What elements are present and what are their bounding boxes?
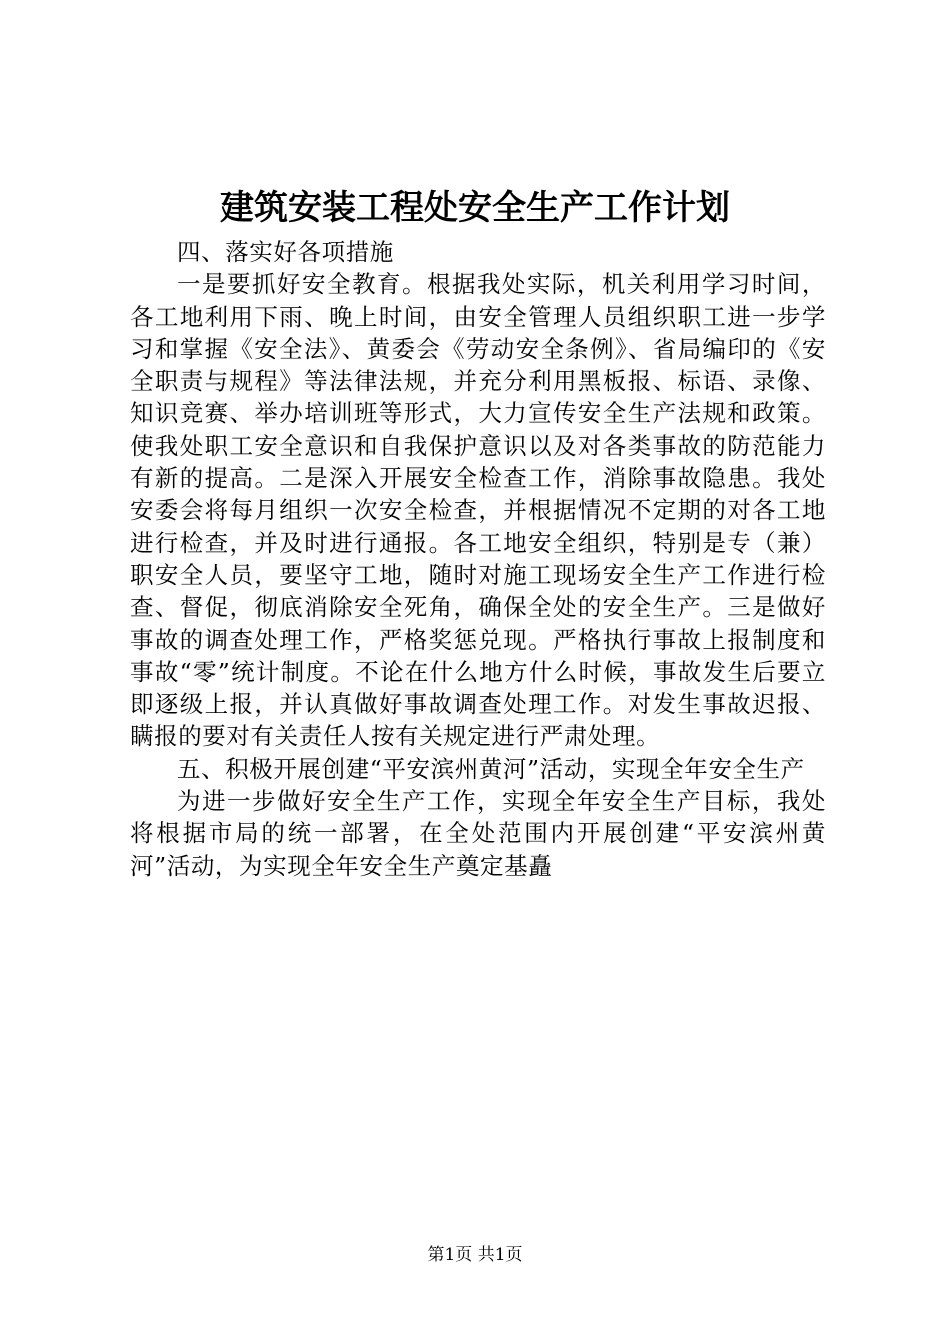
paragraph-measures: 一是要抓好安全教育。根据我处实际，机关利用学习时间，各工地利用下雨、晚上时间，由安全管理人员组织职工进一步学习和掌握《安全法》、黄委会《劳动安全条例》、省局编印的《安全职责与规程》等法律法规，并充分利用黑板报、标语、录像、知识竞赛、举办培训班等形式，大力宣传安全生产法规和政策。使我处职工安全意识和自我保护意识以及对各类事故的防范能力有新的提高。二是深入开展安全检查工作，消除事故隐患。我处安委会将每月组织一次安全检查，并根据情况不定期的对各工地进行检查，并及时进行通报。各工地安全组织，特别是专（兼）职安全人员，要坚守工地，随时对施工现场安全生产工作进行检查、督促，彻底消除安全死角，确保全处的安全生产。三是做好事故的调查处理工作，严格奖惩兑现。严格执行事故上报制度和事故“零”统计制度。不论在什么地方什么时候，事故发生后要立即逐级上报，并认真做好事故调查处理工作。对发生事故迟报、瞒报的要对有关责任人按有关规定进行严肃处理。: [130, 270, 826, 751]
page-footer: 第1页 共1页: [427, 1245, 523, 1265]
section-heading-5: 五、积极开展创建“平安滨州黄河”活动，实现全年安全生产: [177, 754, 805, 783]
section-heading-4: 四、落实好各项措施: [177, 238, 394, 266]
paragraph-activity: 为进一步做好安全生产工作，实现全年安全生产目标，我处将根据市局的统一部署，在全处范围内开展创建“平安滨州黄河”活动，为实现全年安全生产奠定基矗: [130, 787, 826, 880]
document-body: [130, 236, 826, 882]
document-title: 建筑安装工程处安全生产工作计划: [220, 188, 730, 228]
